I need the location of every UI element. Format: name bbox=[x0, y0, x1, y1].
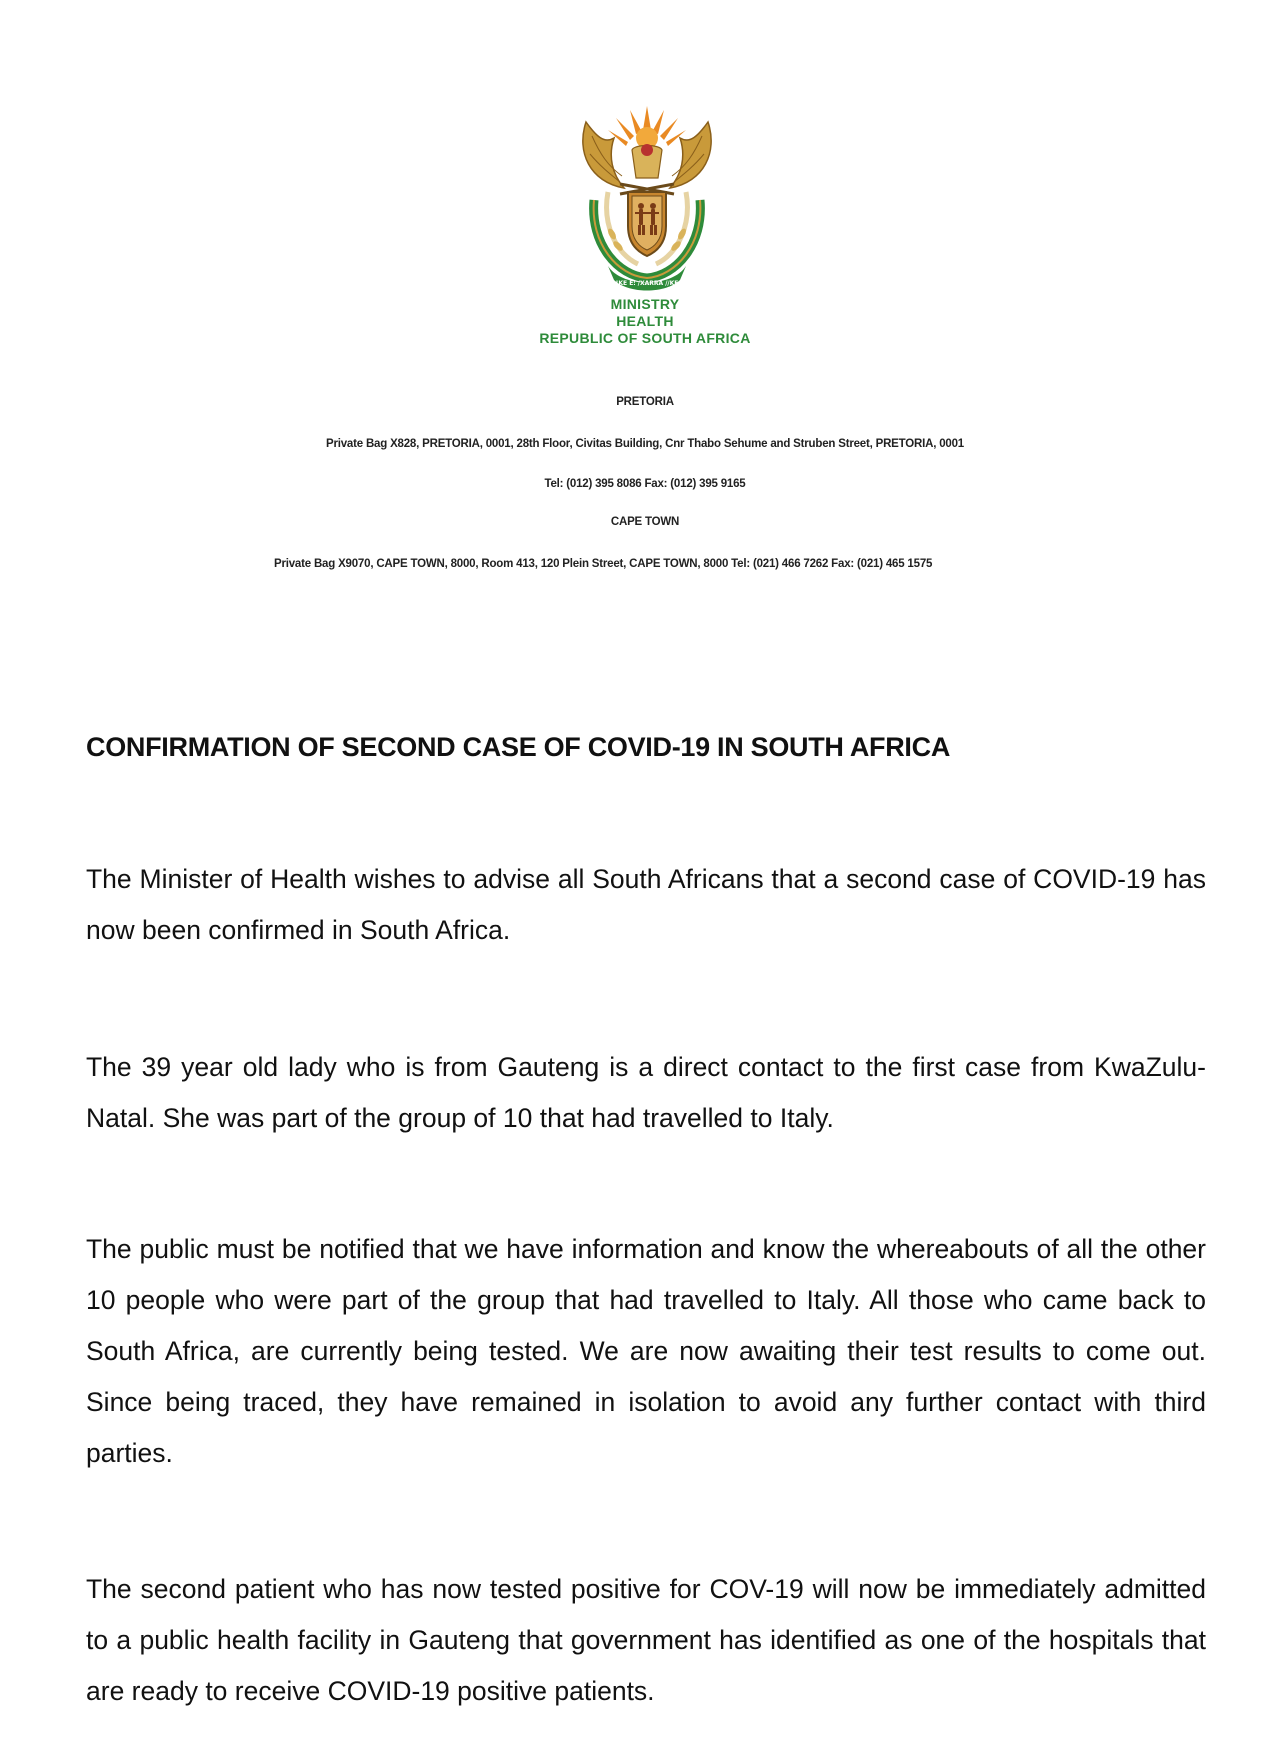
paragraph-contacts-traced: The public must be notified that we have information and know the whereabouts of all the other 10 people who were part of the group that had travelled to Italy. All those who came back to South Africa, are currently being tested. We are now awaiting their test results to come out. Since being traced, they have remained in isolation to avoid any further contact with third parties. bbox=[86, 1234, 1206, 1468]
svg-text:!KE E: /XARRA //KE: !KE E: /XARRA //KE bbox=[615, 280, 679, 287]
ministry-name-block bbox=[0, 296, 1280, 347]
ministry-line-republic: REPUBLIC OF SOUTH AFRICA bbox=[539, 330, 751, 346]
paragraph-second-case-confirmed: The Minister of Health wishes to advise all South Africans that a second case of COVID-19 has now been confirmed in South Africa. bbox=[86, 864, 1206, 945]
coat-of-arms-emblem bbox=[572, 104, 722, 294]
capetown-office-address: Private Bag X9070, CAPE TOWN, 8000, Room 413, 120 Plein Street, CAPE TOWN, 8000 Tel: (021) 466 7262 Fax: (021) 465 1575 bbox=[274, 558, 933, 570]
paragraph-hospital-admission: The second patient who has now tested positive for COV-19 will now be immediately admitted to a public health facility in Gauteng that government has identified as one of the hospitals that are ready to receive COVID-19 positive patients. bbox=[86, 1574, 1206, 1706]
document-headline: CONFIRMATION OF SECOND CASE OF COVID-19 IN SOUTH AFRICA bbox=[86, 732, 951, 762]
pretoria-office-phone: Tel: (012) 395 8086 Fax: (012) 395 9165 bbox=[544, 478, 746, 490]
ministry-line-health: HEALTH bbox=[616, 313, 674, 329]
pretoria-office-address: Private Bag X828, PRETORIA, 0001, 28th Floor, Civitas Building, Cnr Thabo Sehume and Struben Street, PRETORIA, 0001 bbox=[326, 438, 964, 450]
capetown-office-title: CAPE TOWN bbox=[610, 516, 680, 528]
ministry-line-ministry: MINISTRY bbox=[610, 296, 680, 312]
paragraph-patient-details: The 39 year old lady who is from Gauteng is a direct contact to the first case from KwaZulu-Natal. She was part of the group of 10 that had travelled to Italy. bbox=[86, 1052, 1206, 1133]
pretoria-office-title: PRETORIA bbox=[616, 396, 674, 408]
